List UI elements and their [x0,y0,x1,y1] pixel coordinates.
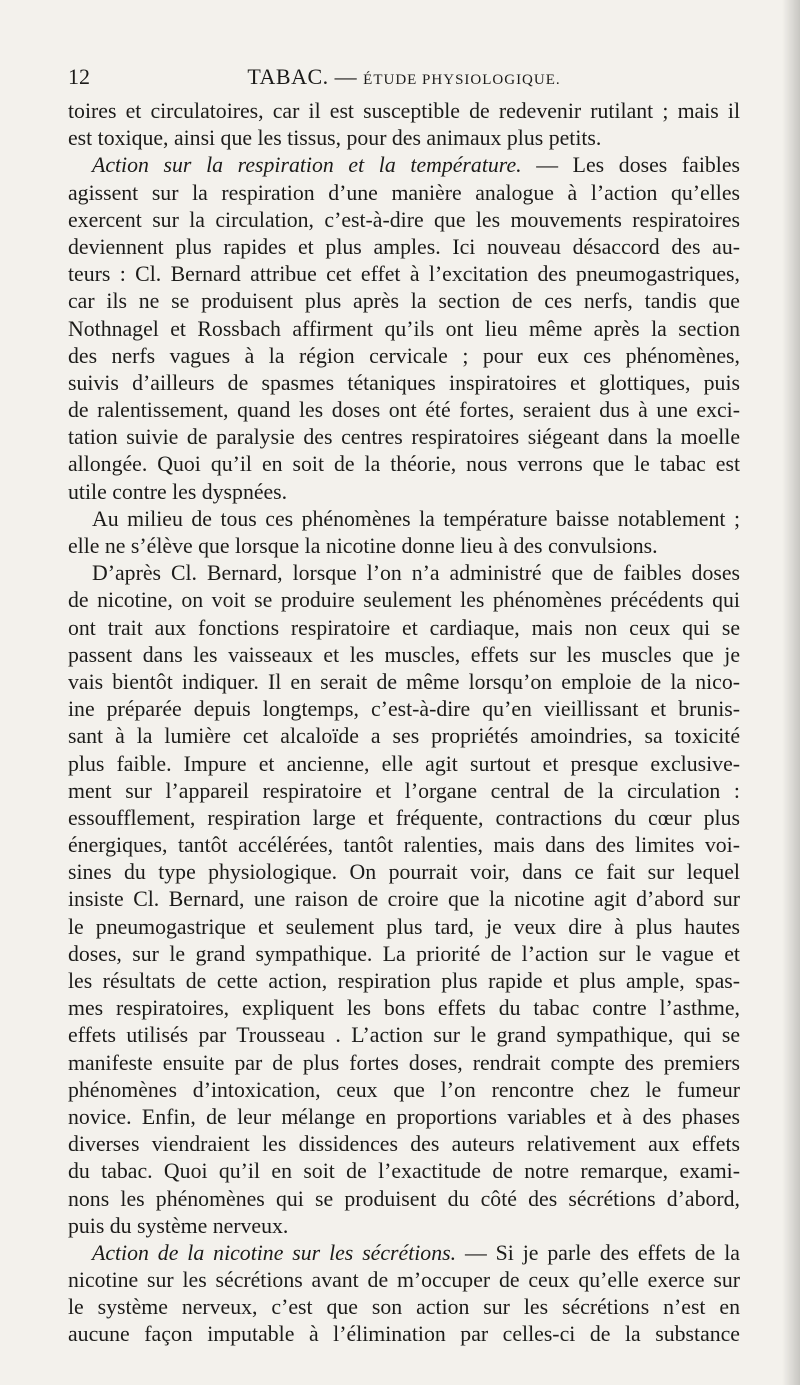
text-line [68,424,740,451]
line-text: de ralentissement, quand les doses ont été fortes, seraient dus à une exci- [68,398,740,423]
running-head [68,62,740,92]
line-text: les résultats de cette action, respiration plus rapide et plus ample, spas- [68,969,740,993]
text-line [68,1267,740,1294]
line-text: nons les phénomènes qui se produisent du côté des sécrétions d’abord, [68,1186,740,1211]
line-text: sines du type physiologique. On pourrait voir, dans ce fait sur lequel [68,860,740,885]
running-title [68,62,740,95]
line-text: Au milieu de tous ces phénomènes la température baisse notablement ; [92,506,740,531]
text-line [68,1050,740,1077]
text-line [68,886,740,913]
text-line [68,1321,740,1348]
line-text: doses, sur le grand sympathique. La priorité de l’action sur le vague et [68,941,740,966]
section-heading-italic: Action de la nicotine sur les sécrétions. [92,1240,457,1265]
line-text: essoufflement, respiration large et fréquente, contractions du cœur plus [68,805,740,830]
line-text: Nothnagel et Rossbach affirment qu’ils ont lieu même après la section [68,316,740,341]
text-line [68,995,740,1022]
page-number: 12 [68,64,90,89]
line-text: allongée. Quoi qu’il en soit de la théorie, nous verrons que le tabac est [68,452,740,477]
line-text: plus faible. Impure et ancienne, elle agit surtout et presque exclusive- [68,751,740,776]
line-text: de nicotine, on voit se produire seulement les phénomènes précédents qui [68,588,740,613]
text-line [68,451,740,478]
text-line [68,261,740,288]
section-heading-italic: Action sur la respiration et la température. [92,153,522,178]
text-line [68,1186,740,1213]
text-line [68,207,740,234]
line-text: ment sur l’appareil respiratoire et l’organe central de la circulation : [68,778,740,803]
text-line [68,751,740,778]
running-title-subtitle: ÉTUDE PHYSIOLOGIQUE. [363,72,561,88]
text-line [68,98,740,125]
text-line [68,125,740,152]
line-text: tation suivie de paralysie des centres respiratoires siégeant dans la moelle [68,425,740,450]
text-line [68,1294,740,1321]
text-line [68,1022,740,1049]
text-line [68,479,740,506]
text-line [68,669,740,696]
text-line [68,587,740,614]
text-line [68,642,740,669]
text-line [68,288,740,315]
line-text: agissent sur la respiration d’une manière analogue à l’action qu’elles [68,180,740,205]
text-line [68,343,740,370]
text-line [68,805,740,832]
line-text: — Les doses faibles [521,153,740,178]
text-line [68,1131,740,1158]
text-line [68,1213,740,1240]
text-line [68,778,740,805]
line-text: ine préparée depuis longtemps, c’est-à-dire qu’en vieillissant et brunis- [68,697,740,722]
text-line [68,723,740,750]
line-text: nicotine sur les sécrétions avant de m’occuper de ceux qu’elle exerce sur [68,1268,740,1293]
text-line [68,370,740,397]
line-text: ont trait aux fonctions respiratoire et cardiaque, mais non ceux qui se [68,615,740,640]
text-line [68,506,740,533]
line-text: insiste Cl. Bernard, une raison de croire que la nicotine agit d’abord sur [68,887,740,912]
line-text: car ils ne se produisent plus après la section de ces nerfs, tandis que [68,289,740,314]
line-text: effets utilisés par Trousseau . L’action sur le grand sympathique, qui se [68,1023,740,1048]
line-text: aucune façon imputable à l’élimination par celles-ci de la substance [68,1322,740,1347]
text-line [68,941,740,968]
line-text: diverses viendraient les dissidences des auteurs relativement aux effets [68,1132,740,1157]
page-edge-shadow [782,0,800,1385]
text-line [68,615,740,642]
line-text: exercent sur la circulation, c’est-à-dire que les mouvements respiratoires [68,207,740,232]
line-text: D’après Cl. Bernard, lorsque l’on n’a administré que de faibles doses [92,561,740,586]
text-line [68,560,740,587]
line-text: passent dans les vaisseaux et les muscles, effets sur les muscles que je [68,642,740,667]
text-line [68,533,740,560]
text-line [68,696,740,723]
text-line [68,1158,740,1185]
line-text: mes respiratoires, expliquent les bons effets du tabac contre l’asthme, [68,996,740,1021]
line-text: deviennent plus rapides et plus amples. Ici nouveau désaccord des au- [68,234,740,259]
line-text: sant à la lumière cet alcaloïde a ses propriétés amoindries, sa toxicité [68,724,740,749]
text-line [68,180,740,207]
line-text: utile contre les dyspnées. [68,479,288,504]
text-line [68,859,740,886]
line-text: du tabac. Quoi qu’il en soit de l’exactitude de notre remarque, exami- [68,1159,740,1184]
body-text [68,98,740,1349]
line-text: — Si je parle des effets de la [456,1240,740,1265]
line-text: toires et circulatoires, car il est susceptible de redevenir rutilant ; mais il [68,99,740,123]
line-text: suivis d’ailleurs de spasmes tétaniques inspiratoires et glottiques, puis [68,370,740,395]
text-line [68,234,740,261]
text-line [68,1240,740,1267]
line-text: elle ne s’élève que lorsque la nicotine donne lieu à des convulsions. [68,534,658,558]
text-line [68,152,740,179]
line-text: manifeste ensuite par de plus fortes doses, rendrait compte des premiers [68,1050,740,1075]
line-text: phénomènes d’intoxication, ceux que l’on rencontre chez le fumeur [68,1077,740,1102]
text-line [68,914,740,941]
text-line [68,1104,740,1131]
running-title-main: TABAC. — [247,64,358,89]
line-text: vais bientôt indiquer. Il en serait de même lorsqu’on emploie de la nico- [68,669,740,694]
text-line [68,968,740,995]
line-text: le pneumogastrique et seulement plus tard, je veux dire à plus hautes [68,914,740,939]
line-text: novice. Enfin, de leur mélange en proportions variables et à des phases [68,1104,740,1129]
line-text: teurs : Cl. Bernard attribue cet effet à l’excitation des pneumogastriques, [68,262,740,287]
line-text: le système nerveux, c’est que son action sur les sécrétions n’est en [68,1295,740,1320]
text-line [68,1077,740,1104]
text-line [68,832,740,859]
text-line [68,397,740,424]
line-text: est toxique, ainsi que les tissus, pour des animaux plus petits. [68,126,602,151]
line-text: puis du système nerveux. [68,1213,289,1238]
text-line [68,316,740,343]
line-text: des nerfs vagues à la région cervicale ; pour eux ces phénomènes, [68,343,740,368]
line-text: énergiques, tantôt accélérées, tantôt ralenties, mais dans des limites voi- [68,833,740,858]
